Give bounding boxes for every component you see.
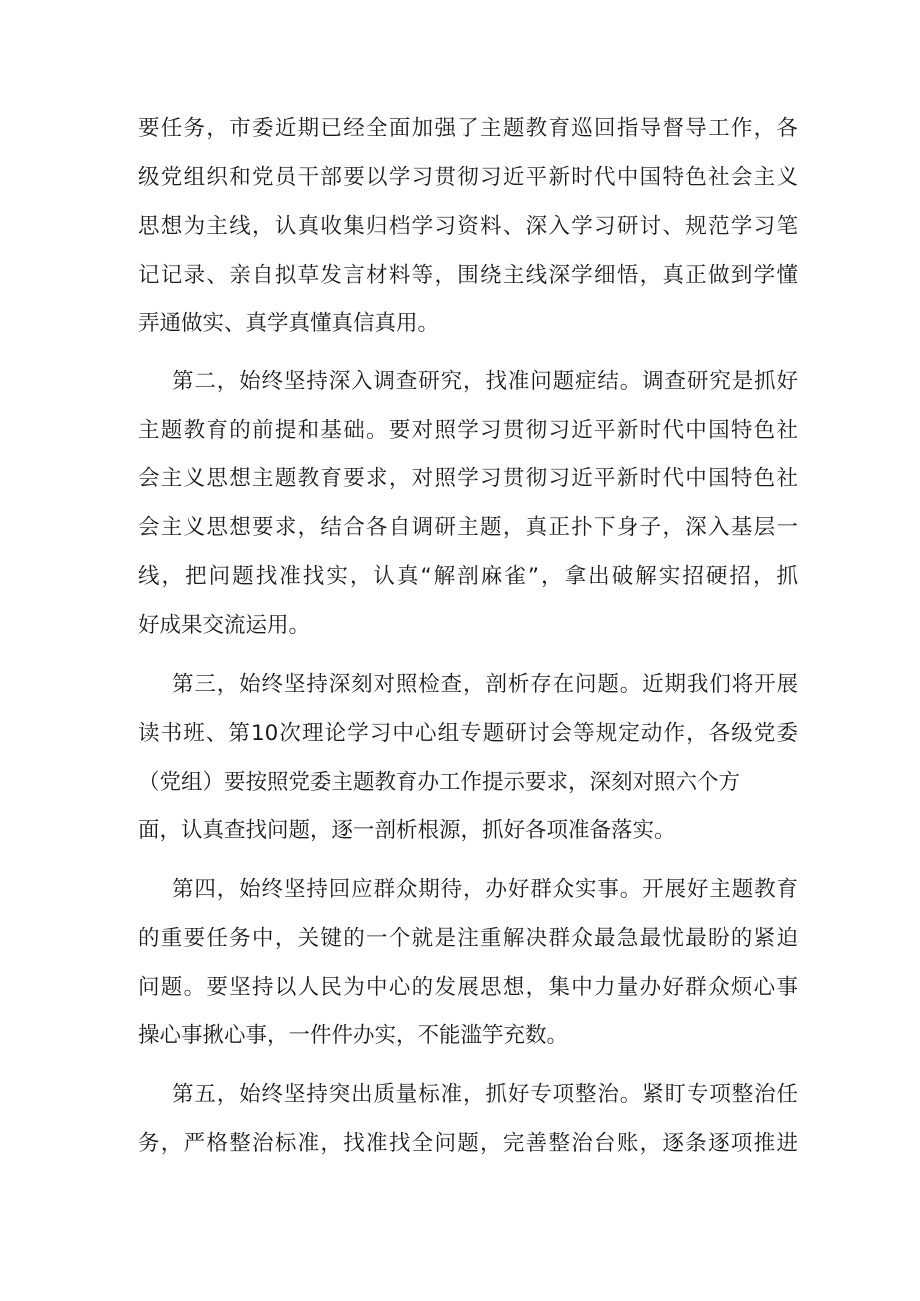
text-line: 读书班、第10次理论学习中心组专题研讨会等规定动作，各级党委 xyxy=(138,721,798,746)
text-line: 的重要任务中，关键的一个就是注重解决群众最急最忧最盼的紧迫 xyxy=(138,926,798,951)
text-line: 第二，始终坚持深入调查研究，找准问题症结。调查研究是抓好 xyxy=(172,369,798,394)
text-line: 第四，始终坚持回应群众期待，办好群众实事。开展好主题教育 xyxy=(172,877,798,902)
text-line: 面，认真查找问题，逐一剖析根源，抓好各项准备落实。 xyxy=(138,818,676,843)
text-line: （党组）要按照党委主题教育办工作提示要求，深刻对照六个方 xyxy=(138,770,741,795)
text-line: 务，严格整治标准，找准找全问题，完善整治台账，逐条逐项推进 xyxy=(138,1131,798,1156)
text-line: 记记录、亲自拟草发言材料等，围绕主线深学细悟，真正做到学懂 xyxy=(138,263,798,288)
text-line: 第五，始终坚持突出质量标准，抓好专项整治。紧盯专项整治任 xyxy=(172,1082,798,1107)
text-line: 会主义思想要求，结合各自调研主题，真正扑下身子，深入基层一 xyxy=(138,515,798,540)
text-line: 问题。要坚持以人民为中心的发展思想，集中力量办好群众烦心事 xyxy=(138,975,798,1000)
text-line: 思想为主线，认真收集归档学习资料、深入学习研讨、规范学习笔 xyxy=(138,214,798,239)
text-line: 会主义思想主题教育要求，对照学习贯彻习近平新时代中国特色社 xyxy=(138,466,798,491)
text-line: 弄通做实、真学真懂真信真用。 xyxy=(138,311,440,336)
text-line: 好成果交流运用。 xyxy=(138,613,311,638)
text-line: 线，把问题找准找实，认真“解剖麻雀”，拿出破解实招硬招，抓 xyxy=(138,564,798,589)
text-line: 要任务，市委近期已经全面加强了主题教育巡回指导督导工作，各 xyxy=(138,116,798,141)
text-line: 级党组织和党员干部要以学习贯彻习近平新时代中国特色社会主义 xyxy=(138,165,798,190)
text-line: 第三，始终坚持深刻对照检查，剖析存在问题。近期我们将开展 xyxy=(172,672,798,697)
text-line: 主题教育的前提和基础。要对照学习贯彻习近平新时代中国特色社 xyxy=(138,418,798,443)
text-line: 操心事揪心事，一件件办实，不能滥竽充数。 xyxy=(138,1023,569,1048)
